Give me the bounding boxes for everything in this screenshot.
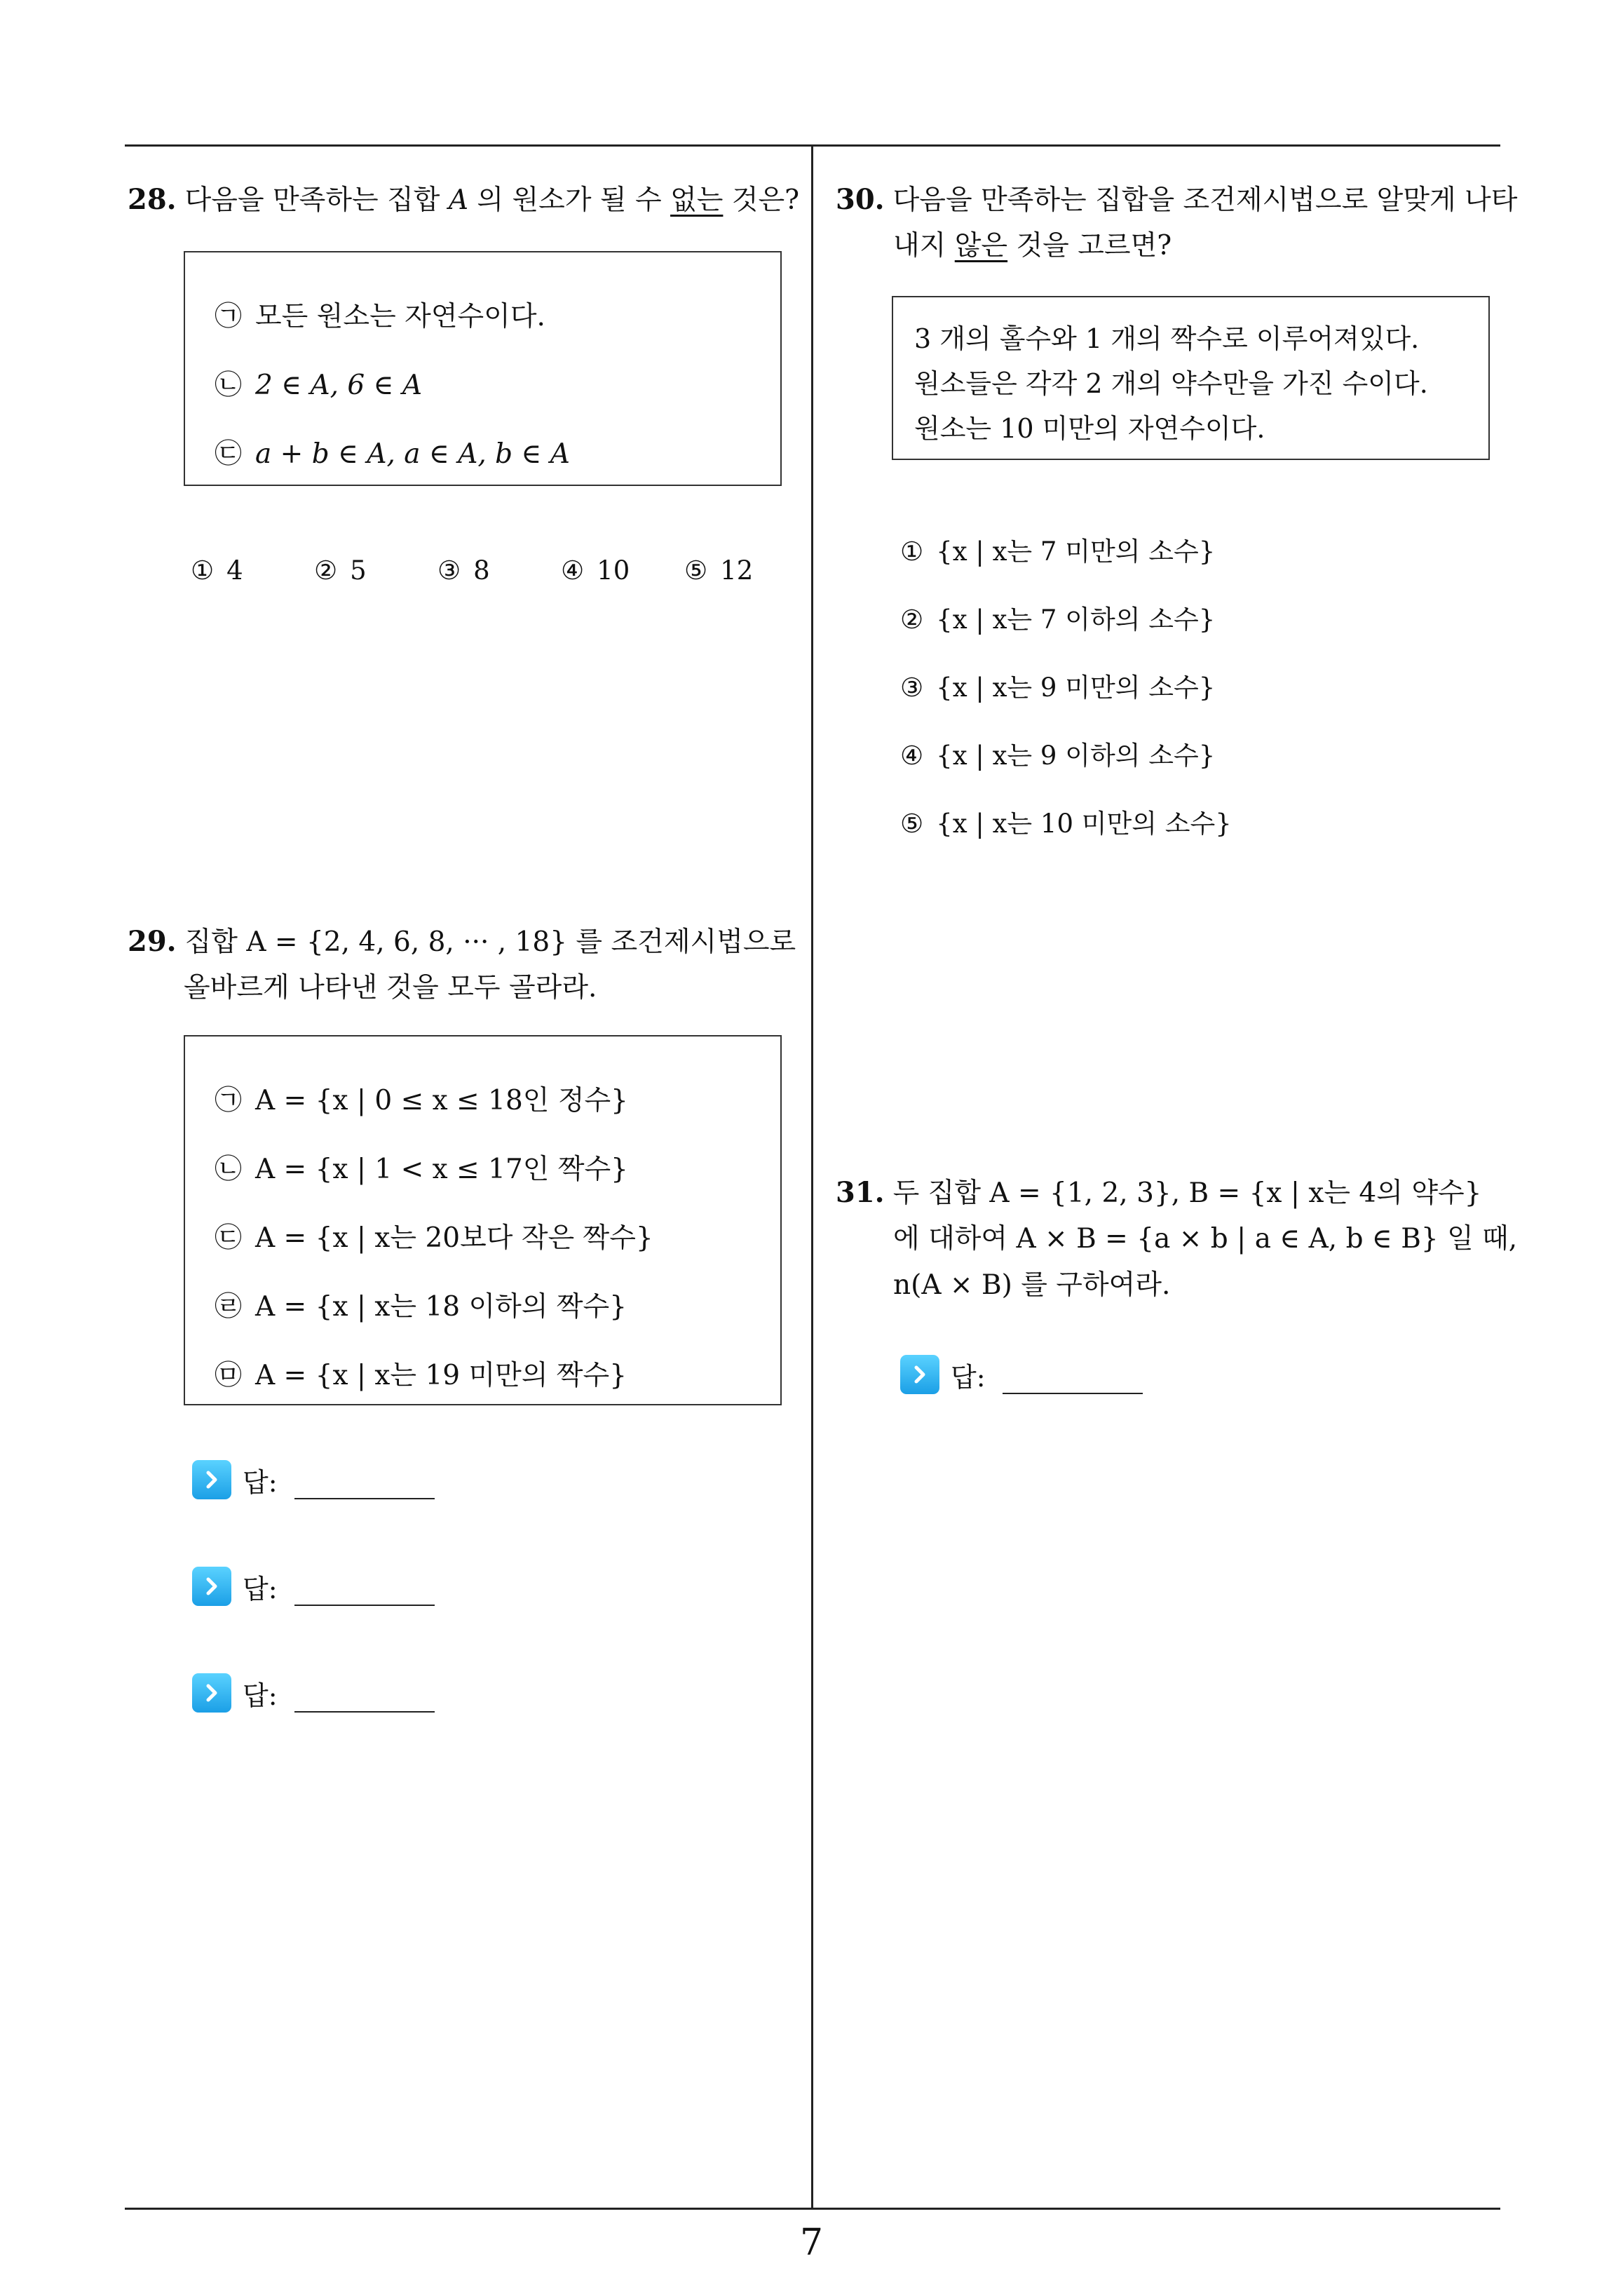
- q29-opt-symbol: ㉢: [215, 1222, 243, 1254]
- answer-blank[interactable]: [294, 1690, 435, 1713]
- choice-number: ②: [900, 605, 924, 635]
- q29-answer-3[interactable]: [192, 1673, 435, 1713]
- q29-opt-text: A = {x | x는 18 이하의 짝수}: [255, 1291, 627, 1323]
- q30-prompt: [836, 177, 1517, 224]
- bottom-rule: [125, 2208, 1500, 2210]
- q29-option-2: [215, 1147, 628, 1187]
- q30-condition-2: 원소들은 각각 2 개의 약수만을 가진 수이다.: [914, 368, 1428, 399]
- q29-number: 29.: [128, 925, 177, 958]
- choice-value: 5: [350, 555, 367, 586]
- q28-condition-1: [215, 295, 545, 334]
- choice-number: ③: [437, 555, 461, 586]
- q29-option-3: [215, 1216, 653, 1255]
- q29-opt-symbol: ㉠: [215, 1085, 243, 1116]
- answer-blank[interactable]: [1003, 1372, 1143, 1394]
- q30-text-after: 것을 고르면?: [1007, 230, 1172, 262]
- choice-text: {x | x는 9 이하의 소수}: [936, 741, 1216, 771]
- q30-choice-2[interactable]: [900, 598, 1215, 636]
- q28-cond-text: 모든 원소는 자연수이다.: [255, 301, 545, 332]
- q31-text-line3: n(A × B) 를 구하여라.: [893, 1269, 1171, 1301]
- choice-number: ④: [561, 555, 585, 586]
- q30-text: 내지: [893, 230, 955, 262]
- choice-number: ⑤: [684, 555, 708, 586]
- q29-opt-symbol: ㉡: [215, 1154, 243, 1185]
- choice-number: ①: [191, 555, 215, 586]
- q29-opt-text: A = {x | x는 19 미만의 짝수}: [255, 1360, 627, 1391]
- chevron-right-icon: [192, 1567, 231, 1606]
- choice-value: 12: [720, 555, 754, 586]
- q30-choice-3[interactable]: [900, 666, 1215, 704]
- q30-condition-1: 3 개의 홀수와 1 개의 짝수로 이루어져있다.: [914, 323, 1420, 354]
- q29-opt-text: A = {x | 1 < x ≤ 17인 짝수}: [255, 1154, 628, 1185]
- chevron-right-icon: [192, 1460, 231, 1499]
- q31-text-line1: 두 집합 A = {1, 2, 3}, B = {x | x는 4의 약수}: [892, 1177, 1482, 1209]
- choice-value: 8: [473, 555, 490, 586]
- q28-condition-box: [184, 251, 782, 486]
- answer-label: 답:: [243, 1680, 278, 1711]
- q28-number: 28.: [128, 183, 177, 216]
- q29-text-line1: 집합 A = {2, 4, 6, 8, ··· , 18} 를 조건제시법으로: [184, 926, 796, 958]
- q28-cond-symbol: ㉡: [215, 370, 243, 401]
- q28-choice-4[interactable]: [561, 555, 630, 586]
- q28-prompt: [128, 177, 799, 224]
- answer-label: 답:: [243, 1467, 278, 1498]
- q29-option-5: [215, 1353, 627, 1393]
- q28-var: A: [448, 184, 469, 216]
- q29-text-line2: 올바르게 나타낸 것을 모두 골라라.: [184, 972, 597, 1004]
- q29-opt-text: A = {x | x는 20보다 작은 짝수}: [255, 1222, 653, 1254]
- choice-text: {x | x는 9 미만의 소수}: [936, 673, 1216, 703]
- q28-choice-1[interactable]: [191, 555, 243, 586]
- q31-answer[interactable]: [900, 1355, 1143, 1394]
- q29-option-4: [215, 1285, 627, 1324]
- q29-option-1: [215, 1079, 628, 1118]
- choice-text: {x | x는 10 미만의 소수}: [936, 809, 1232, 839]
- q30-choice-1[interactable]: [900, 530, 1215, 568]
- q30-condition-box: [892, 296, 1490, 460]
- q29-opt-text: A = {x | 0 ≤ x ≤ 18인 정수}: [255, 1085, 628, 1116]
- q30-choice-5[interactable]: [900, 802, 1232, 840]
- q28-text-after: 것은?: [723, 184, 800, 216]
- q29-answer-2[interactable]: [192, 1567, 435, 1606]
- q28-text-mid: 의 원소가 될 수: [468, 184, 671, 216]
- q28-text: 다음을 만족하는 집합: [184, 184, 449, 216]
- q29-opt-symbol: ㉤: [215, 1360, 243, 1391]
- choice-text: {x | x는 7 미만의 소수}: [936, 536, 1216, 567]
- q28-choice-5[interactable]: [684, 555, 753, 586]
- q29-prompt: [128, 919, 796, 966]
- choice-number: ①: [900, 536, 924, 567]
- q28-cond-text: a + b ∈ A, a ∈ A, b ∈ A: [255, 438, 570, 470]
- q30-condition-3: 원소는 10 미만의 자연수이다.: [914, 413, 1265, 444]
- q29-opt-symbol: ㉣: [215, 1291, 243, 1323]
- chevron-right-icon: [900, 1355, 939, 1394]
- choice-number: ⑤: [900, 809, 924, 839]
- choice-number: ④: [900, 741, 924, 771]
- answer-label: 답:: [243, 1574, 278, 1605]
- q30-text-line1: 다음을 만족하는 집합을 조건제시법으로 알맞게 나타: [892, 184, 1518, 216]
- q28-condition-2: [215, 363, 422, 403]
- q28-cond-symbol: ㉢: [215, 438, 243, 470]
- q31-prompt: [836, 1170, 1481, 1217]
- q28-cond-symbol: ㉠: [215, 301, 243, 332]
- q28-choice-2[interactable]: [314, 555, 367, 586]
- choice-text: {x | x는 7 이하의 소수}: [936, 605, 1216, 635]
- q28-underlined: 없는: [670, 184, 724, 216]
- answer-blank[interactable]: [294, 1477, 435, 1499]
- answer-blank[interactable]: [294, 1583, 435, 1606]
- page-number: 7: [799, 2222, 824, 2264]
- chevron-right-icon: [192, 1673, 231, 1713]
- q30-choice-4[interactable]: [900, 734, 1215, 772]
- q31-number: 31.: [836, 1176, 885, 1209]
- choice-value: 10: [597, 555, 630, 586]
- q29-answer-1[interactable]: [192, 1460, 435, 1499]
- choice-number: ③: [900, 673, 924, 703]
- column-divider: [811, 146, 813, 2209]
- q31-text-line2: 에 대하여 A × B = {a × b | a ∈ A, b ∈ B} 일 때,: [893, 1223, 1518, 1255]
- q30-text-line2: [893, 223, 1172, 269]
- q30-number: 30.: [836, 183, 885, 216]
- answer-label: 답:: [951, 1362, 986, 1393]
- q28-choice-3[interactable]: [437, 555, 490, 586]
- choice-number: ②: [314, 555, 338, 586]
- q29-option-box: [184, 1035, 782, 1405]
- q28-cond-text: 2 ∈ A, 6 ∈ A: [255, 370, 423, 401]
- choice-value: 4: [226, 555, 243, 586]
- q28-condition-3: [215, 432, 570, 471]
- q30-underlined: 않은: [954, 230, 1008, 262]
